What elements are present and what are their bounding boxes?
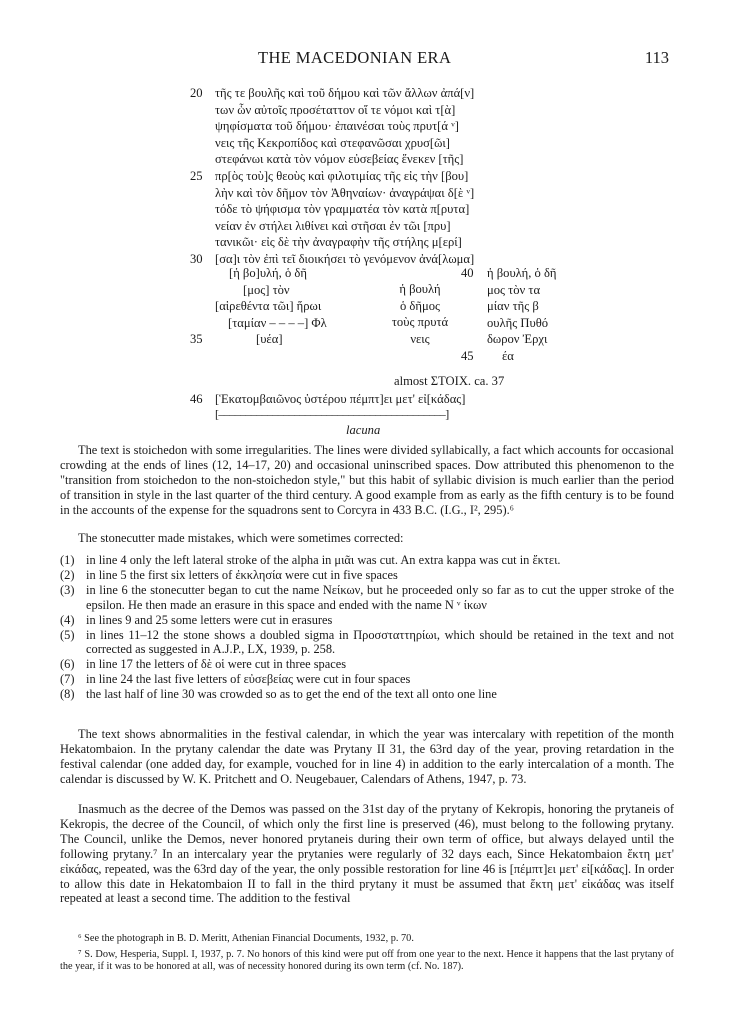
list-item-number: (3) bbox=[60, 582, 75, 597]
inscription-line: νεις bbox=[410, 331, 430, 346]
line-number: 45 bbox=[461, 349, 474, 363]
inscription-line: τανικῶι· εἰς δὲ τὴν ἀναγραφὴν τῆς στήλης μ[ερί] bbox=[215, 235, 462, 250]
lacuna-label: lacuna bbox=[346, 423, 381, 437]
running-header bbox=[0, 48, 729, 70]
inscription-line: ψηφίσματα τοῦ δήμου· ἐπαινέσαι τοὺς πρυτ[ά ᵛ] bbox=[215, 119, 460, 134]
list-item-number: (2) bbox=[60, 567, 75, 582]
list-item bbox=[60, 568, 674, 583]
paragraph-text: The text is stoichedon with some irregularities. The lines were divided syllabically, a fact which accounts for occasional crowding at the ends of lines (12, 14–17, 20) and occasional uninscribed spaces. Dow attributed this phenomenon to the "transition from stoichedon to the non-stoichedon style," but this habit of syllabic division is much earlier than the period of transition in style in the last quarter of the third century. A good example from as early as the fifth century is to be found in the accounts of the expense for the squadrons sent to Corcyra in 433 B.C. (I.G., I², 295).⁶ bbox=[60, 443, 674, 517]
inscription-line: ἡ βουλή bbox=[399, 282, 441, 296]
list-item-number: (5) bbox=[60, 627, 75, 642]
inscription-line: [ἡ βο]υλή, ὁ δῆ bbox=[229, 266, 307, 280]
inscription-line: ἡ βουλή, ὁ δῆ bbox=[487, 266, 557, 280]
list-item bbox=[60, 628, 674, 658]
list-item bbox=[60, 553, 674, 568]
inscription-line: έα bbox=[502, 349, 514, 363]
line-number: 25 bbox=[190, 169, 203, 183]
inscription-line: μίαν τῆς β bbox=[487, 299, 539, 314]
list-item-text: in line 5 the first six letters of ἐκκλησία were cut in five spaces bbox=[86, 567, 398, 582]
list-item-number: (7) bbox=[60, 672, 75, 687]
inscription-line: ὁ δῆμος bbox=[399, 298, 440, 313]
list-item bbox=[60, 613, 674, 628]
footnote-7: ⁷ S. Dow, Hesperia, Suppl. I, 1937, p. 7. No honors of this kind were put off from one year to the next. Hence it happens that the last prytany of the year, if it was to be honored at all, was of necessity honored during its own term (cf. No. 187). bbox=[60, 948, 674, 973]
list-item bbox=[60, 687, 674, 702]
list-item-text: in lines 11–12 the stone shows a doubled sigma in Προσσταττηρίωι, which should be retained in the text and not corrected as suggested in A.J.P., LX, 1939, p. 258. bbox=[86, 627, 674, 657]
line-number: 35 bbox=[190, 332, 203, 347]
inscription-line: νεις τῆς Κεκροπίδος καὶ στεφανῶσαι χρυσ[ῶι] bbox=[215, 135, 450, 150]
list-item-text: in line 6 the stonecutter began to cut the name Νείκων, but he proceeded only so far as to cut the upper stroke of the epsilon. He then made an erasure in this space and ended with the name Ν ᵛ ίκων bbox=[86, 582, 674, 612]
inscription-line: δωρον Ἐρχι bbox=[487, 332, 548, 347]
inscription-line: ουλῆς Πυθό bbox=[487, 315, 549, 330]
inscription-line: πρ[ὸς τοὺ]ς θεοὺς καὶ φιλοτιμίας τῆς εἰς τὴν [βου] bbox=[215, 169, 469, 183]
paragraph-text: The text shows abnormalities in the festival calendar, in which the year was intercalary with repetition of the month Hekatombaion. In the prytany calendar the date was Prytany II 31, the 63rd day of the year, proving retardation in the festival calendar (one added day, for example, vouched for in line 4) in addition to the early intercalation of a month. The calendar is discussed by W. K. Pritchett and O. Neugebauer, Calendars of Athens, 1947, p. 73. bbox=[60, 727, 674, 786]
list-item bbox=[60, 657, 674, 672]
inscription-line: στεφάνωι κατὰ τὸν νόμον εὐσεβείας ἕνεκεν [τῆς] bbox=[215, 152, 464, 167]
inscription-line: τῆς τε βουλῆς καὶ τοῦ δήμου καὶ τῶν ἄλλων ἀπά[ν] bbox=[215, 86, 475, 100]
paragraph-stoichedon bbox=[60, 443, 674, 518]
list-item-text: in line 17 the letters of δὲ οἱ were cut in three spaces bbox=[86, 657, 347, 672]
list-item-text: in line 4 only the left lateral stroke of the alpha in μιᾶι was cut. An extra kappa was cut in ἔκτει. bbox=[86, 553, 561, 567]
line-number: 30 bbox=[190, 252, 203, 266]
inscription-line: [μος] τὸν bbox=[243, 282, 290, 297]
inscription-line: [ταμίαν – – – –] Φλ bbox=[228, 315, 327, 330]
list-item-number: (1) bbox=[60, 553, 75, 567]
inscription-line: [υέα] bbox=[256, 332, 283, 347]
list-item-text: in line 24 the last five letters of εὐσεβείας were cut in four spaces bbox=[86, 672, 411, 687]
list-item-text: the last half of line 30 was crowded so as to get the end of the text all onto one line bbox=[86, 687, 497, 702]
running-title: THE MACEDONIAN ERA bbox=[258, 48, 452, 67]
inscription-line: [αἱρεθέντα τῶι] ἥρωι bbox=[215, 299, 322, 314]
lacuna-dashes: [––––––––––––––––––––––––––––––––––––––––––] bbox=[215, 407, 449, 421]
footnotes bbox=[60, 933, 674, 974]
list-item-number: (4) bbox=[60, 612, 75, 627]
list-item-text: in lines 9 and 25 some letters were cut in erasures bbox=[86, 612, 333, 627]
paragraph-mistakes-intro bbox=[60, 531, 674, 546]
inscription-line-46: [Ἑκατομβαιῶνος ὑστέρου πέμπτ]ει μετ' εἰ[κάδας] bbox=[215, 392, 466, 406]
paragraph-text: Inasmuch as the decree of the Demos was passed on the 31st day of the prytany of Kekropis, honoring the prytaneis of Kekropis, the decree of the Council, of which only the first line is preserved (46), must belong to the following prytany. The Council, unlike the Demos, never honored prytaneis during their own term of office, but always delayed until the following prytany.⁷ In an intercalary year the prytanies were regularly of 32 days each, Since Hekatombaion ἕκτη μετ' εἰκάδας, repeated, was the 63rd day of the year, the only possible restoration for line 46 is [πέμπτ]ει μετ' εἰ[κάδας]. In order to allow this date in Hekatombaion II to fall in the third prytany it must be assumed that ἕκτη μετ' εἰκάδας was itself repeated at least a second time. The addition to the festival bbox=[60, 802, 674, 906]
list-item bbox=[60, 583, 674, 613]
inscription-line: νείαν ἐν στήλει λιθίνει καὶ στῆσαι ἐν τῶι [πρυ] bbox=[215, 218, 451, 233]
inscription-line: [σα]ι τὸν ἐπὶ τεῖ διοικήσει τὸ γενόμενον ἀνά[λωμα] bbox=[215, 252, 475, 266]
list-item-number: (8) bbox=[60, 687, 75, 702]
inscription-line: λὴν καὶ τὸν δῆμον τὸν Ἀθηναίων· ἀναγράψαι δ[ὲ ᵛ] bbox=[215, 185, 475, 200]
line-number: 20 bbox=[190, 86, 203, 100]
page-number: 113 bbox=[644, 48, 669, 67]
stoichedon-note: almost ΣΤΟΙΧ. ca. 37 bbox=[394, 374, 505, 388]
paragraph-text: The stonecutter made mistakes, which were sometimes corrected: bbox=[78, 531, 404, 545]
inscription-line: των ὧν αὐτοῖς προσέταττον οἵ τε νόμοι καὶ τ[ὰ] bbox=[215, 102, 456, 117]
list-item-number: (6) bbox=[60, 657, 75, 672]
mistakes-list bbox=[60, 553, 674, 702]
inscription-line: μος τὸν τα bbox=[487, 282, 541, 297]
line-number: 40 bbox=[461, 266, 474, 280]
inscription-line: τοὺς πρυτά bbox=[391, 315, 449, 330]
paragraph-calendar bbox=[60, 727, 674, 787]
paragraph-prytany bbox=[60, 802, 674, 906]
footnote-6: ⁶ See the photograph in B. D. Meritt, Athenian Financial Documents, 1932, p. 70. bbox=[78, 933, 414, 944]
list-item bbox=[60, 672, 674, 687]
inscription-line: τόδε τὸ ψήφισμα τὸν γραμματέα τὸν κατὰ π[ρυτα] bbox=[215, 202, 470, 217]
line-number: 46 bbox=[190, 392, 203, 406]
